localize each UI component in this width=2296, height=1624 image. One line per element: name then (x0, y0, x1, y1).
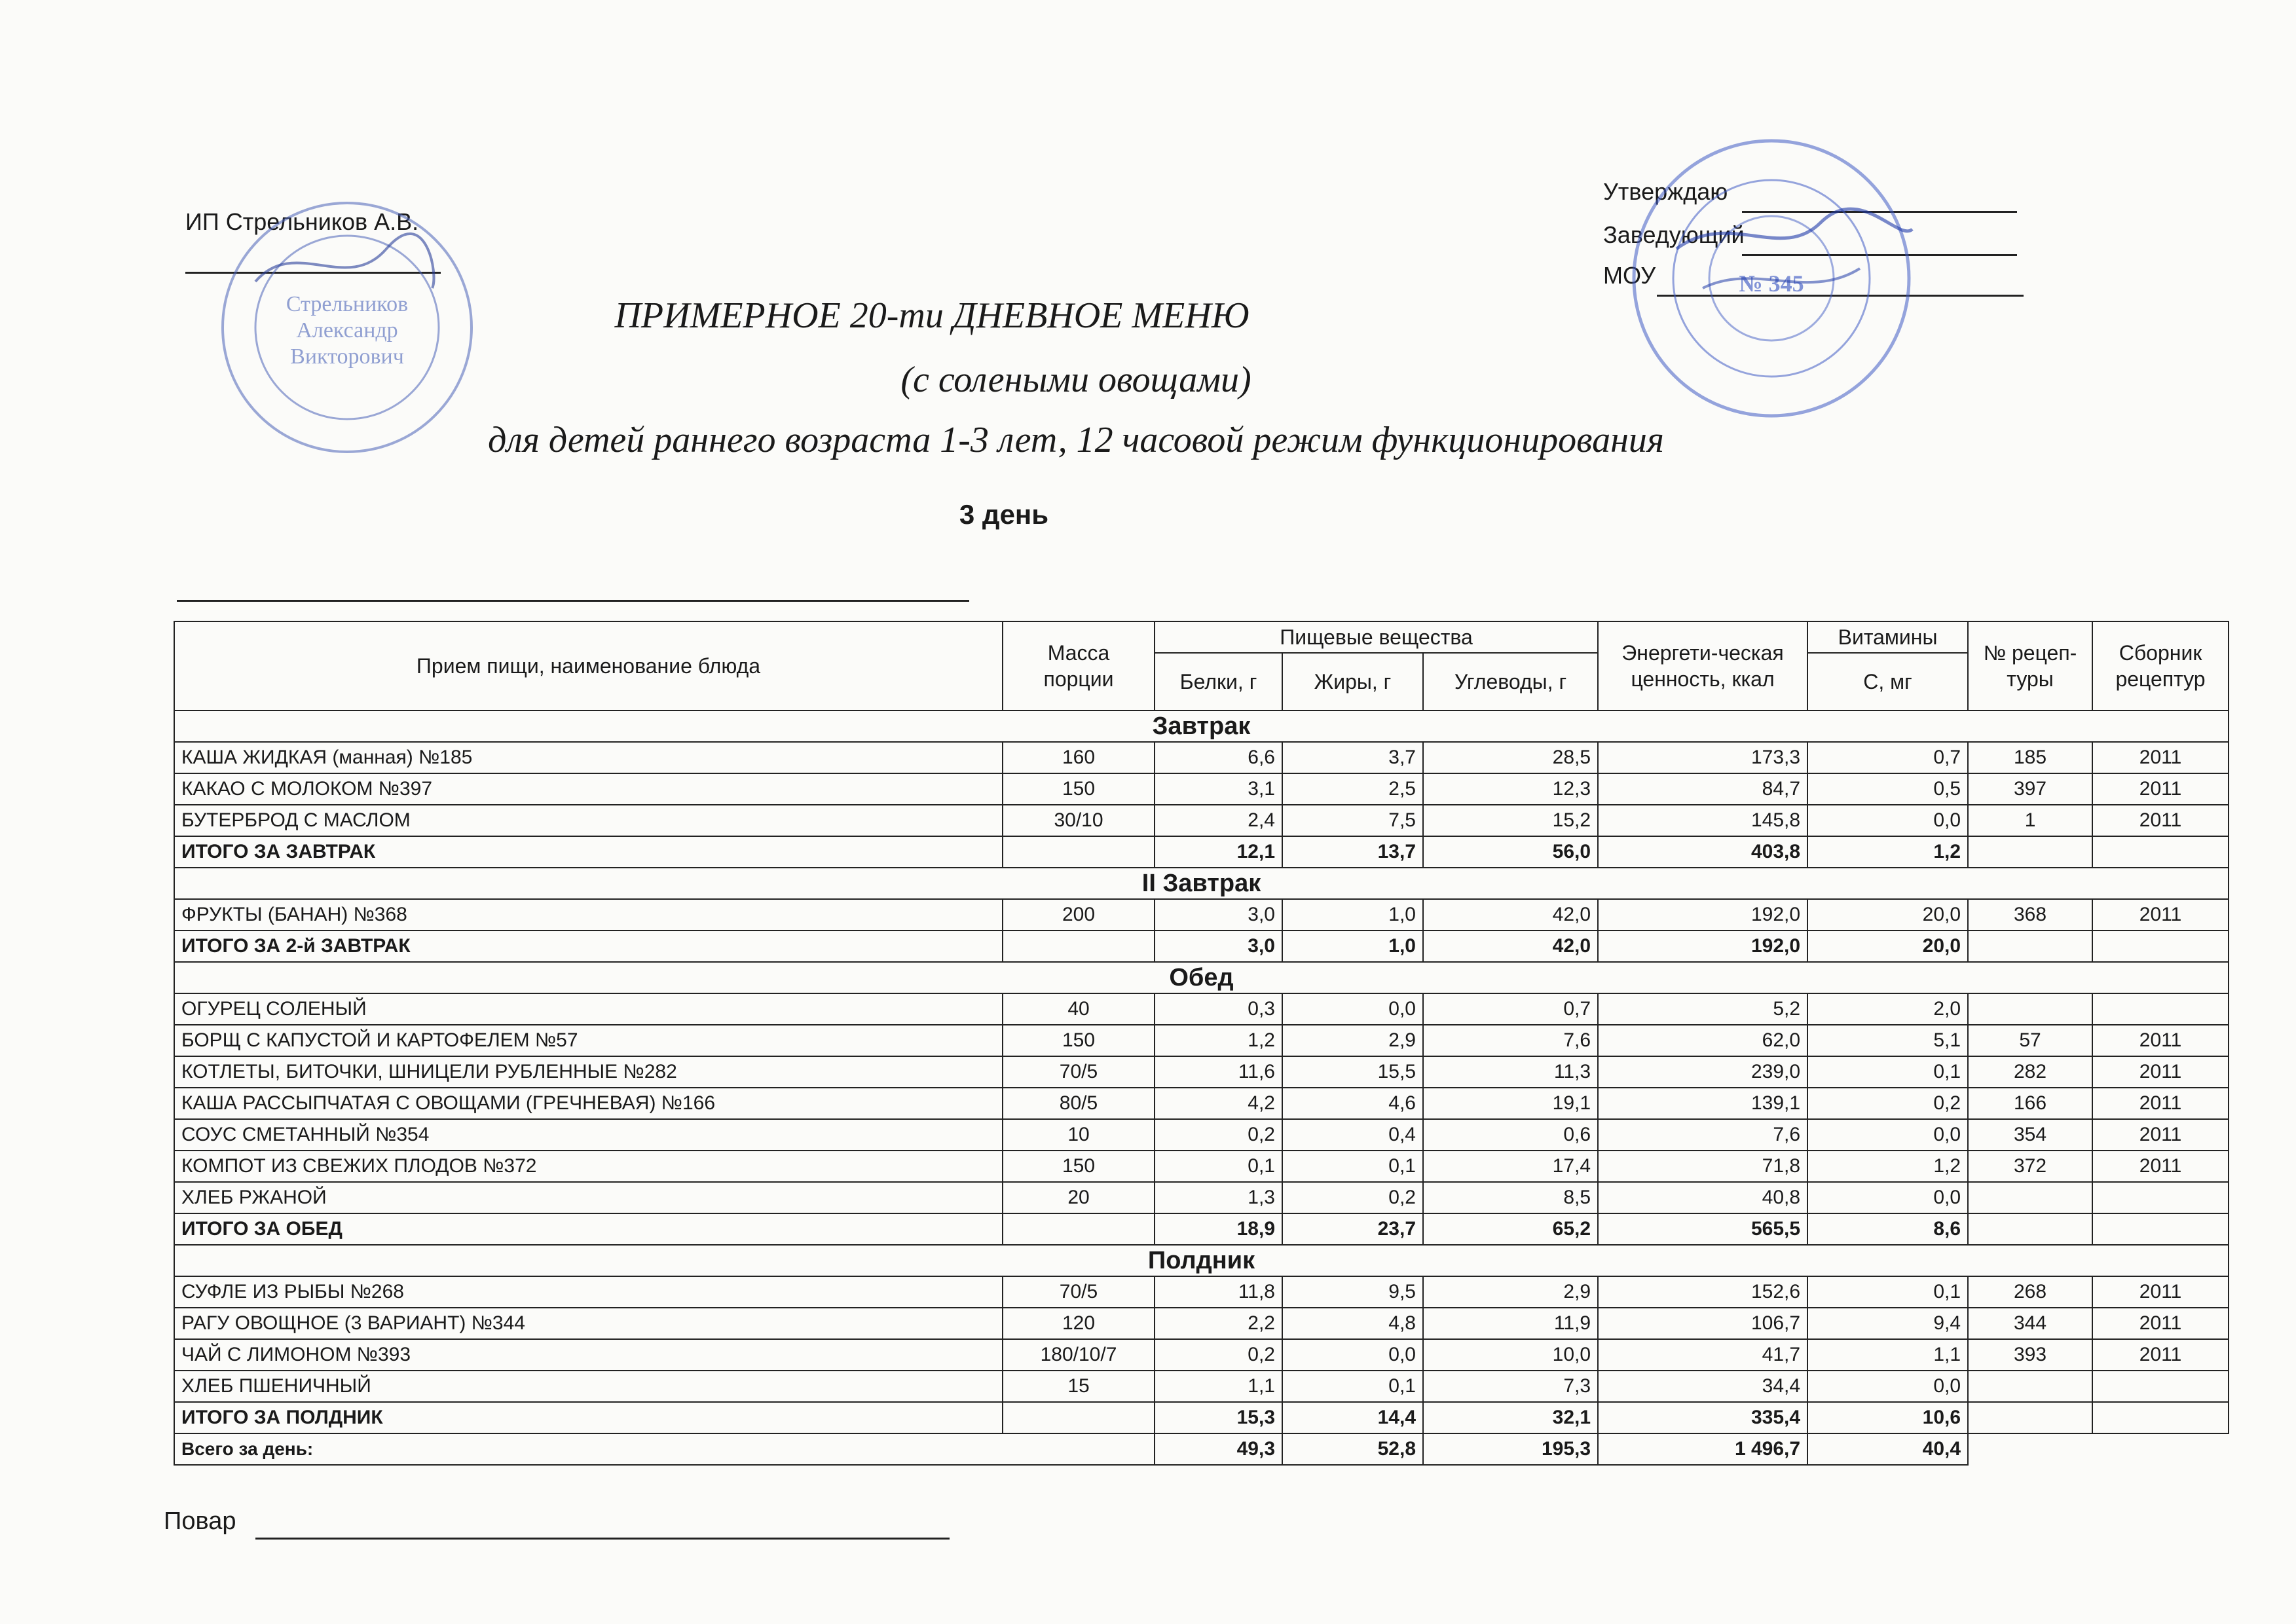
table-cell: 0,1 (1282, 1151, 1423, 1182)
day-label: 3 день (959, 499, 1049, 530)
header-fat: Жиры, г (1282, 653, 1423, 710)
table-cell: 17,4 (1423, 1151, 1598, 1182)
total-cell (1003, 931, 1155, 962)
total-cell: 403,8 (1598, 836, 1807, 868)
total-cell: 10,6 (1807, 1402, 1968, 1433)
table-cell: 5,1 (1807, 1025, 1968, 1056)
table-cell: 1,1 (1155, 1371, 1282, 1402)
section-row (174, 962, 2229, 993)
table-cell: 150 (1003, 1151, 1155, 1182)
total-cell: 1,0 (1282, 931, 1423, 962)
day-total-cell: 40,4 (1807, 1433, 1968, 1465)
cook-label: Повар (164, 1507, 236, 1535)
table-cell: 7,6 (1598, 1119, 1807, 1151)
table-cell: 2011 (2092, 1056, 2229, 1088)
table-cell: 0,1 (1807, 1056, 1968, 1088)
table-row (174, 1308, 2229, 1339)
total-cell (1968, 836, 2092, 868)
table-cell: 40 (1003, 993, 1155, 1025)
day-total-cell: 195,3 (1423, 1433, 1598, 1465)
total-cell: 192,0 (1598, 931, 1807, 962)
total-label: ИТОГО ЗА 2-й ЗАВТРАК (174, 931, 1003, 962)
table-cell: 0,7 (1423, 993, 1598, 1025)
total-label: ИТОГО ЗА ОБЕД (174, 1213, 1003, 1245)
table-cell: 5,2 (1598, 993, 1807, 1025)
table-cell: 2011 (2092, 899, 2229, 931)
svg-text:Александр: Александр (296, 318, 398, 342)
table-cell: 0,2 (1282, 1182, 1423, 1213)
table-cell: 11,9 (1423, 1308, 1598, 1339)
table-cell: 7,5 (1282, 805, 1423, 836)
table-cell: 2011 (2092, 773, 2229, 805)
header-vitamins: Витамины (1807, 621, 1968, 653)
section-row (174, 710, 2229, 742)
table-cell (2092, 1182, 2229, 1213)
table-row (174, 1339, 2229, 1371)
table-cell: 368 (1968, 899, 2092, 931)
table-cell: 0,2 (1155, 1339, 1282, 1371)
dish-name: ЧАЙ С ЛИМОНОМ №393 (174, 1339, 1003, 1371)
table-cell: 0,0 (1282, 993, 1423, 1025)
table-cell: 0,6 (1423, 1119, 1598, 1151)
supplier-name: ИП Стрельников А.В. (185, 208, 419, 235)
day-total-cell: 49,3 (1155, 1433, 1282, 1465)
table-row (174, 899, 2229, 931)
total-label: ИТОГО ЗА ПОЛДНИК (174, 1402, 1003, 1433)
menu-subtitle: (с солеными овощами) (900, 360, 1251, 400)
dish-name: БУТЕРБРОД С МАСЛОМ (174, 805, 1003, 836)
table-cell: 2011 (2092, 1308, 2229, 1339)
table-cell (2092, 993, 2229, 1025)
table-cell: 0,4 (1282, 1119, 1423, 1151)
table-cell: 71,8 (1598, 1151, 1807, 1182)
table-cell: 0,3 (1155, 993, 1282, 1025)
table-row (174, 773, 2229, 805)
table-cell: 40,8 (1598, 1182, 1807, 1213)
table-cell (1968, 1371, 2092, 1402)
dish-name: ФРУКТЫ (БАНАН) №368 (174, 899, 1003, 931)
table-cell: 185 (1968, 742, 2092, 773)
table-cell: 9,5 (1282, 1276, 1423, 1308)
table-cell: 0,0 (1807, 1182, 1968, 1213)
cook-signature-line (255, 1538, 950, 1540)
header-nutrients: Пищевые вещества (1155, 621, 1598, 653)
table-cell: 0,1 (1155, 1151, 1282, 1182)
header-mass: Масса порции (1003, 621, 1155, 710)
menu-table (174, 621, 2229, 1466)
total-cell: 42,0 (1423, 931, 1598, 962)
table-row (174, 993, 2229, 1025)
dish-name: ХЛЕБ ПШЕНИЧНЫЙ (174, 1371, 1003, 1402)
header-collection: Сборник рецептур (2092, 621, 2229, 710)
table-cell (2092, 1371, 2229, 1402)
table-cell: 3,0 (1155, 899, 1282, 931)
table-cell: 3,1 (1155, 773, 1282, 805)
table-cell: 150 (1003, 773, 1155, 805)
table-cell: 19,1 (1423, 1088, 1598, 1119)
dish-name: БОРЩ С КАПУСТОЙ И КАРТОФЕЛЕМ №57 (174, 1025, 1003, 1056)
table-cell: 9,4 (1807, 1308, 1968, 1339)
section-total-row (174, 1213, 2229, 1245)
total-cell: 20,0 (1807, 931, 1968, 962)
total-cell: 12,1 (1155, 836, 1282, 868)
table-cell: 1,0 (1282, 899, 1423, 931)
table-cell: 30/10 (1003, 805, 1155, 836)
table-cell: 0,1 (1282, 1371, 1423, 1402)
dish-name: КАША РАССЫПЧАТАЯ С ОВОЩАМИ (ГРЕЧНЕВАЯ) №166 (174, 1088, 1003, 1119)
table-cell: 2011 (2092, 805, 2229, 836)
table-cell: 0,7 (1807, 742, 1968, 773)
menu-title: ПРИМЕРНОЕ 20-ти ДНЕВНОЕ МЕНЮ (614, 295, 1250, 336)
table-cell: 4,2 (1155, 1088, 1282, 1119)
table-cell: 200 (1003, 899, 1155, 931)
table-cell: 106,7 (1598, 1308, 1807, 1339)
table-cell: 192,0 (1598, 899, 1807, 931)
table-cell: 7,3 (1423, 1371, 1598, 1402)
table-cell: 2011 (2092, 1088, 2229, 1119)
table-cell: 10,0 (1423, 1339, 1598, 1371)
table-cell: 0,5 (1807, 773, 1968, 805)
total-cell (1003, 1402, 1155, 1433)
total-cell: 13,7 (1282, 836, 1423, 868)
total-cell: 32,1 (1423, 1402, 1598, 1433)
total-cell (1968, 931, 2092, 962)
table-cell: 0,2 (1155, 1119, 1282, 1151)
table-cell: 120 (1003, 1308, 1155, 1339)
dish-name: СОУС СМЕТАННЫЙ №354 (174, 1119, 1003, 1151)
table-cell: 268 (1968, 1276, 2092, 1308)
dish-name: ХЛЕБ РЖАНОЙ (174, 1182, 1003, 1213)
table-cell: 139,1 (1598, 1088, 1807, 1119)
total-cell: 8,6 (1807, 1213, 1968, 1245)
total-cell (1968, 1402, 2092, 1433)
table-cell: 42,0 (1423, 899, 1598, 931)
table-cell: 2011 (2092, 1151, 2229, 1182)
table-row (174, 805, 2229, 836)
empty-cell (1968, 1433, 2092, 1465)
header-vit-c: С, мг (1807, 653, 1968, 710)
table-cell: 393 (1968, 1339, 2092, 1371)
table-cell: 12,3 (1423, 773, 1598, 805)
table-cell: 2011 (2092, 1339, 2229, 1371)
svg-text:Стрельников: Стрельников (286, 292, 409, 316)
section-title: Полдник (174, 1245, 2229, 1276)
dish-name: КОТЛЕТЫ, БИТОЧКИ, ШНИЦЕЛИ РУБЛЕННЫЕ №282 (174, 1056, 1003, 1088)
total-label: ИТОГО ЗА ЗАВТРАК (174, 836, 1003, 868)
table-cell: 34,4 (1598, 1371, 1807, 1402)
table-cell: 2,2 (1155, 1308, 1282, 1339)
dish-name: КОМПОТ ИЗ СВЕЖИХ ПЛОДОВ №372 (174, 1151, 1003, 1182)
table-cell: 0,1 (1807, 1276, 1968, 1308)
total-cell: 65,2 (1423, 1213, 1598, 1245)
school-label: МОУ (1603, 262, 1656, 289)
total-cell (2092, 1213, 2229, 1245)
total-cell: 14,4 (1282, 1402, 1423, 1433)
dish-name: ОГУРЕЦ СОЛЕНЫЙ (174, 993, 1003, 1025)
section-title: Завтрак (174, 710, 2229, 742)
section-title: Обед (174, 962, 2229, 993)
table-cell: 152,6 (1598, 1276, 1807, 1308)
header-protein: Белки, г (1155, 653, 1282, 710)
table-cell: 2011 (2092, 1276, 2229, 1308)
empty-cell (2092, 1433, 2229, 1465)
table-row (174, 742, 2229, 773)
dish-name: КАКАО С МОЛОКОМ №397 (174, 773, 1003, 805)
table-row (174, 1025, 2229, 1056)
table-cell: 11,8 (1155, 1276, 1282, 1308)
total-cell (2092, 1402, 2229, 1433)
table-cell: 62,0 (1598, 1025, 1807, 1056)
table-cell: 11,6 (1155, 1056, 1282, 1088)
table-cell: 20,0 (1807, 899, 1968, 931)
table-cell: 0,0 (1807, 805, 1968, 836)
table-row (174, 1151, 2229, 1182)
table-cell: 41,7 (1598, 1339, 1807, 1371)
approve-label: Утверждаю (1603, 178, 1728, 205)
table-cell: 2011 (2092, 742, 2229, 773)
table-cell: 397 (1968, 773, 2092, 805)
table-row (174, 1371, 2229, 1402)
table-cell: 180/10/7 (1003, 1339, 1155, 1371)
header-energy: Энергети-ческая ценность, ккал (1598, 621, 1807, 710)
total-cell: 56,0 (1423, 836, 1598, 868)
total-cell (1003, 1213, 1155, 1245)
table-cell: 2,4 (1155, 805, 1282, 836)
header-carbs: Углеводы, г (1423, 653, 1598, 710)
total-cell (1968, 1213, 2092, 1245)
section-row (174, 868, 2229, 899)
table-cell: 166 (1968, 1088, 2092, 1119)
table-cell: 354 (1968, 1119, 2092, 1151)
header-recipe-no: № рецеп-туры (1968, 621, 2092, 710)
total-cell (2092, 931, 2229, 962)
table-cell: 372 (1968, 1151, 2092, 1182)
table-cell: 84,7 (1598, 773, 1807, 805)
table-cell: 2011 (2092, 1119, 2229, 1151)
table-cell: 0,0 (1282, 1339, 1423, 1371)
table-cell: 2,0 (1807, 993, 1968, 1025)
table-cell: 57 (1968, 1025, 2092, 1056)
table-cell: 7,6 (1423, 1025, 1598, 1056)
svg-text:Викторович: Викторович (290, 344, 404, 369)
table-cell: 4,6 (1282, 1088, 1423, 1119)
table-cell: 1 (1968, 805, 2092, 836)
table-cell: 2,9 (1423, 1276, 1598, 1308)
table-cell (1968, 993, 2092, 1025)
table-cell (1968, 1182, 2092, 1213)
section-total-row (174, 836, 2229, 868)
table-row (174, 1119, 2229, 1151)
table-cell: 173,3 (1598, 742, 1807, 773)
table-cell: 0,0 (1807, 1371, 1968, 1402)
table-cell: 0,0 (1807, 1119, 1968, 1151)
day-total-cell: 52,8 (1282, 1433, 1423, 1465)
table-cell: 70/5 (1003, 1056, 1155, 1088)
head-label: Заведующий (1603, 221, 1745, 248)
table-cell: 4,8 (1282, 1308, 1423, 1339)
dish-name: СУФЛЕ ИЗ РЫБЫ №268 (174, 1276, 1003, 1308)
section-title: II Завтрак (174, 868, 2229, 899)
table-cell: 11,3 (1423, 1056, 1598, 1088)
menu-audience: для детей раннего возраста 1-3 лет, 12 часовой режим функционирования (488, 420, 1664, 460)
table-cell: 28,5 (1423, 742, 1598, 773)
table-cell: 239,0 (1598, 1056, 1807, 1088)
total-cell: 1,2 (1807, 836, 1968, 868)
table-cell: 1,3 (1155, 1182, 1282, 1213)
total-cell: 3,0 (1155, 931, 1282, 962)
table-cell: 20 (1003, 1182, 1155, 1213)
total-cell: 18,9 (1155, 1213, 1282, 1245)
total-cell: 335,4 (1598, 1402, 1807, 1433)
day-total-label: Всего за день: (174, 1433, 1155, 1465)
table-cell: 80/5 (1003, 1088, 1155, 1119)
day-underline (177, 600, 969, 602)
table-row (174, 1088, 2229, 1119)
table-cell: 150 (1003, 1025, 1155, 1056)
table-row (174, 1056, 2229, 1088)
total-cell (1003, 836, 1155, 868)
section-total-row (174, 1402, 2229, 1433)
total-cell (2092, 836, 2229, 868)
table-cell: 3,7 (1282, 742, 1423, 773)
table-cell: 160 (1003, 742, 1155, 773)
table-cell: 2011 (2092, 1025, 2229, 1056)
total-cell: 565,5 (1598, 1213, 1807, 1245)
table-cell: 344 (1968, 1308, 2092, 1339)
section-total-row (174, 931, 2229, 962)
header-meal: Прием пищи, наименование блюда (174, 621, 1003, 710)
table-cell: 15 (1003, 1371, 1155, 1402)
table-cell: 2,9 (1282, 1025, 1423, 1056)
day-total-cell: 1 496,7 (1598, 1433, 1807, 1465)
table-cell: 1,2 (1807, 1151, 1968, 1182)
total-cell: 23,7 (1282, 1213, 1423, 1245)
table-cell: 282 (1968, 1056, 2092, 1088)
section-row (174, 1245, 2229, 1276)
dish-name: РАГУ ОВОЩНОЕ (3 ВАРИАНТ) №344 (174, 1308, 1003, 1339)
table-cell: 15,5 (1282, 1056, 1423, 1088)
table-cell: 2,5 (1282, 773, 1423, 805)
table-cell: 70/5 (1003, 1276, 1155, 1308)
day-total-row (174, 1433, 2229, 1465)
total-cell: 15,3 (1155, 1402, 1282, 1433)
table-cell: 15,2 (1423, 805, 1598, 836)
table-cell: 0,2 (1807, 1088, 1968, 1119)
svg-text:№ 345: № 345 (1739, 270, 1804, 297)
table-cell: 10 (1003, 1119, 1155, 1151)
table-cell: 1,1 (1807, 1339, 1968, 1371)
table-cell: 8,5 (1423, 1182, 1598, 1213)
table-row (174, 1182, 2229, 1213)
table-cell: 145,8 (1598, 805, 1807, 836)
table-cell: 6,6 (1155, 742, 1282, 773)
table-cell: 1,2 (1155, 1025, 1282, 1056)
table-row (174, 1276, 2229, 1308)
dish-name: КАША ЖИДКАЯ (манная) №185 (174, 742, 1003, 773)
